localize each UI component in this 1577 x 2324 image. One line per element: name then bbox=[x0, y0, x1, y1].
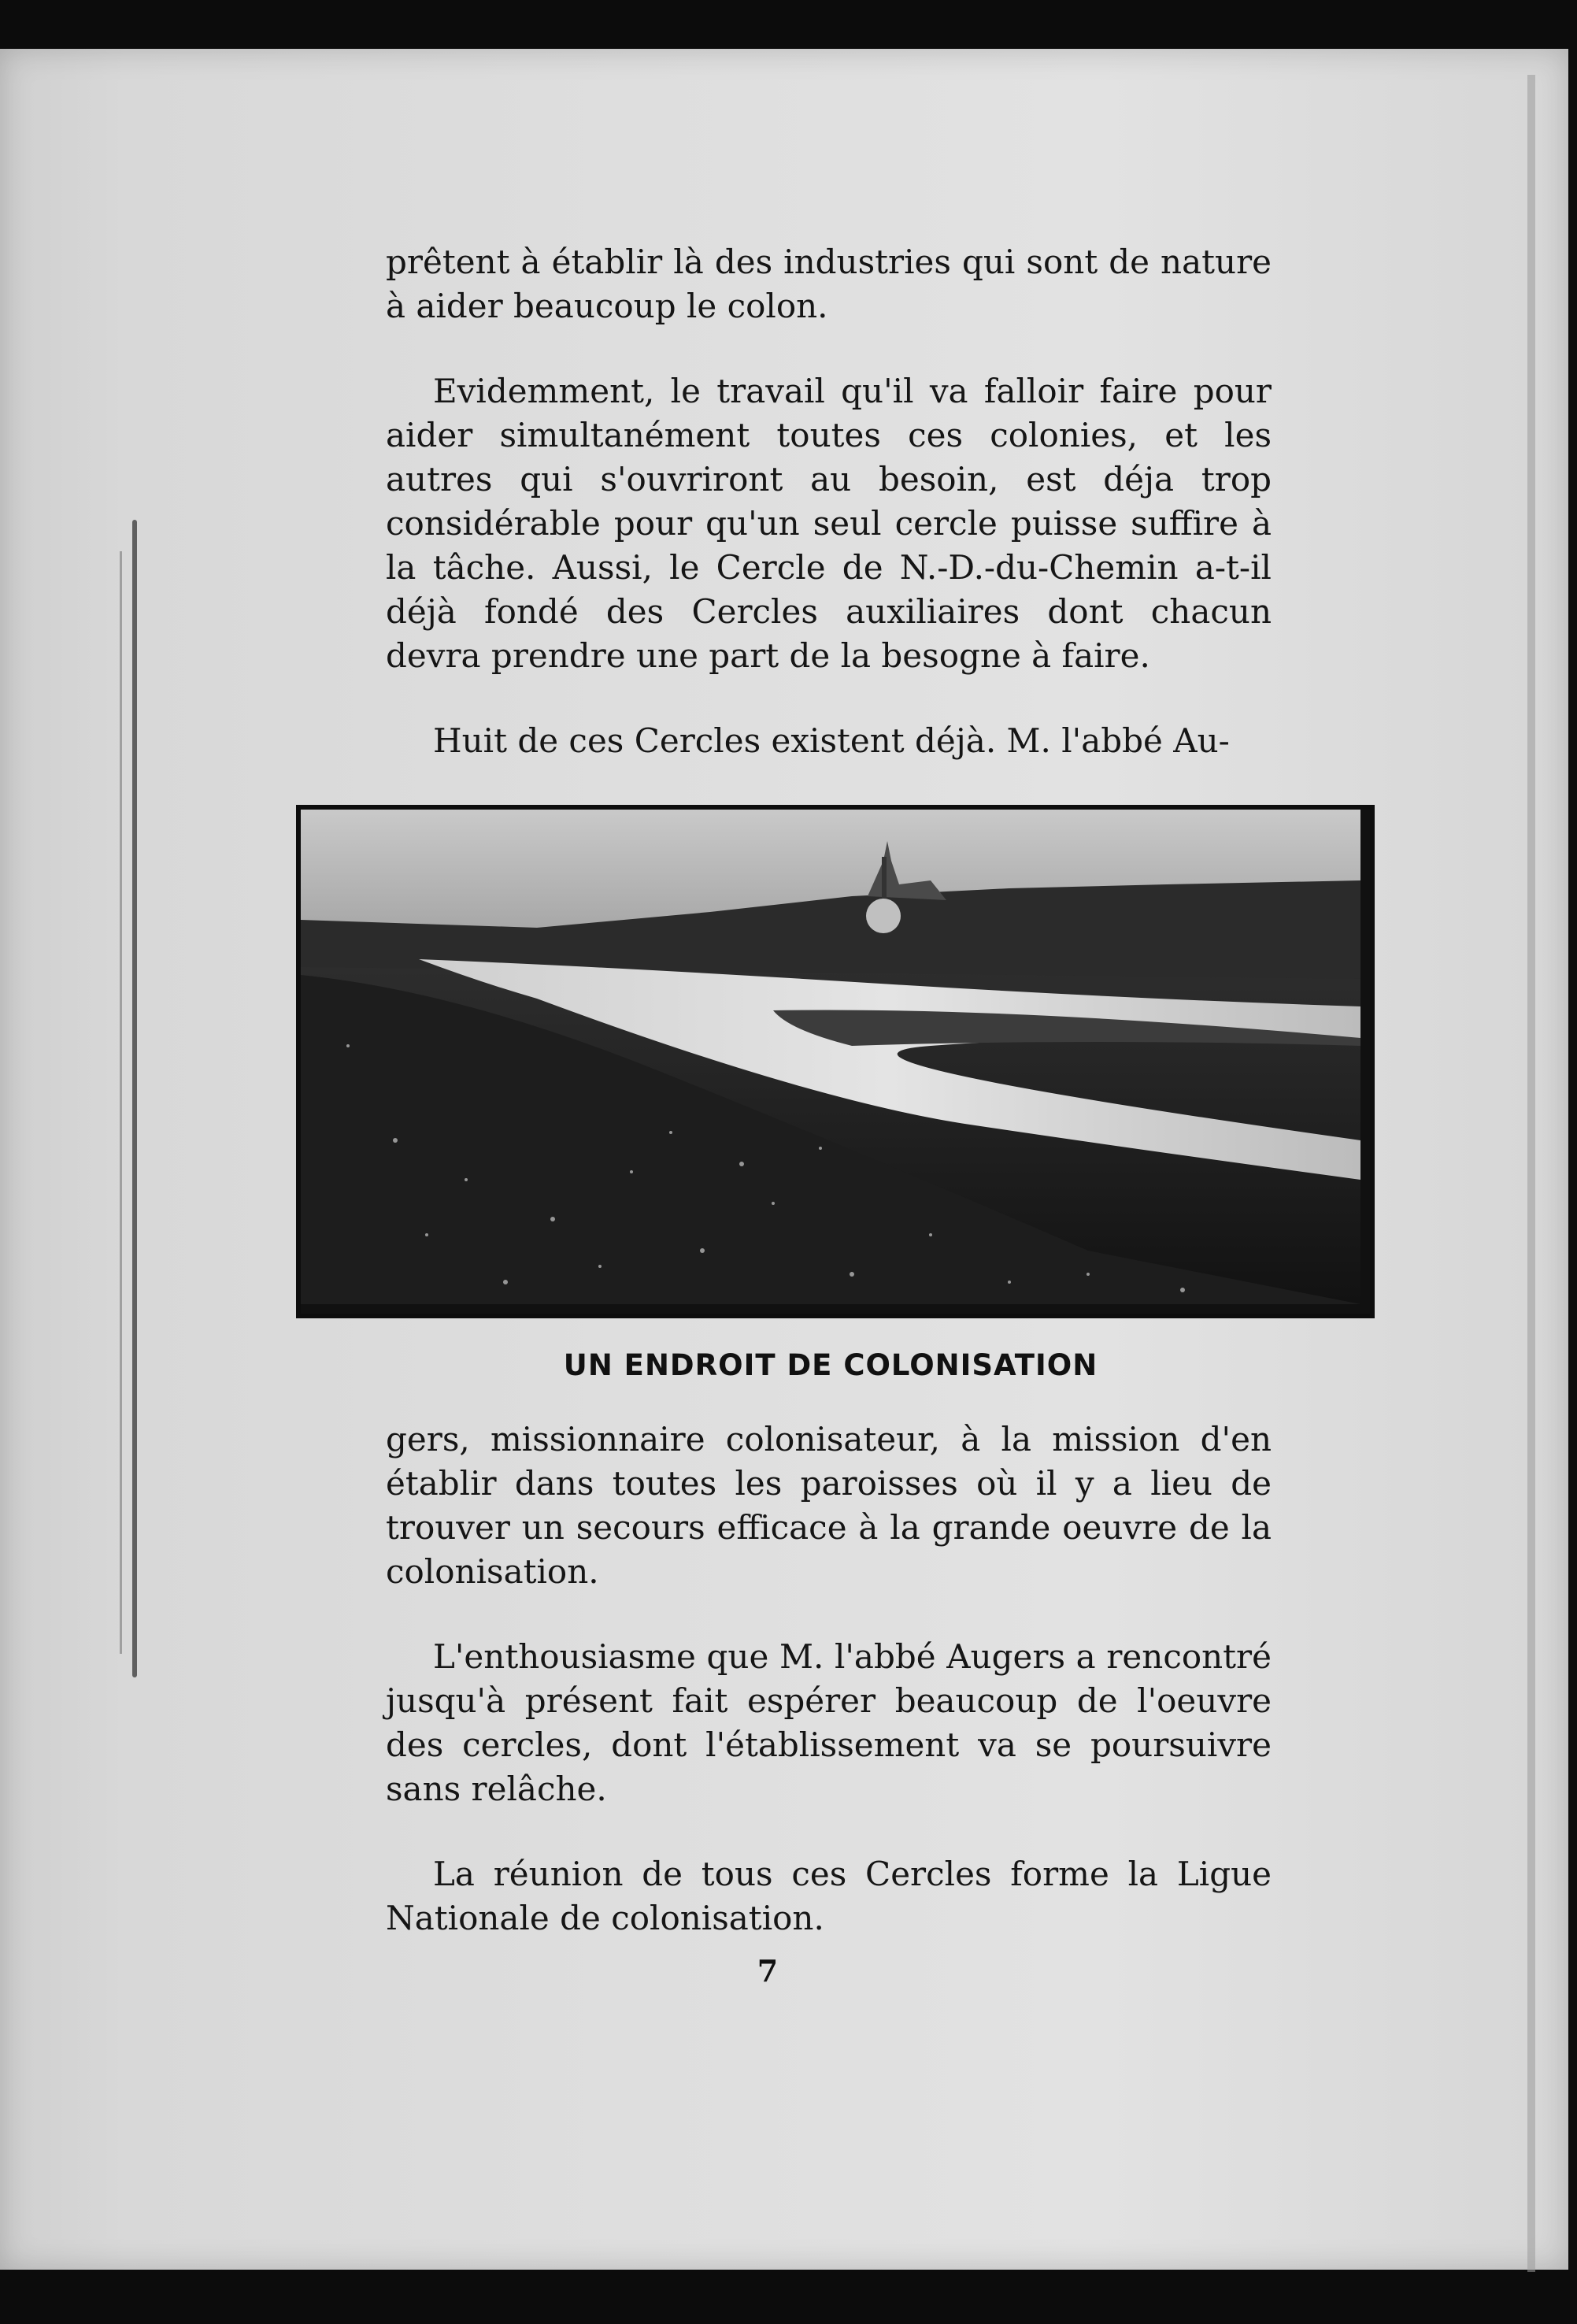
text-block-bottom bbox=[386, 1418, 1272, 1940]
paragraph: Evidemment, le travail qu'il va falloir faire pour aider simultanément toutes ces colonies, et les autres qui s'ouvriront au besoin, est déja trop considérable pour qu'un seul cercle puisse suffire à la tâche. Aussi, le Cercle de N.-D.-du-Chemin a-t-il déjà fondé des Cercles auxiliaires dont chacun devra prendre une part de la besogne à faire. bbox=[386, 372, 1272, 675]
river-landscape-photo bbox=[296, 805, 1375, 1318]
paragraph: gers, missionnaire colonisateur, à la mission d'en établir dans toutes les paroisses où il y a lieu de trouver un secours efficace à la grande oeuvre de la colonisation. bbox=[386, 1420, 1272, 1591]
paragraph: Huit de ces Cercles existent déjà. M. l'abbé Au- bbox=[433, 721, 1230, 760]
binding-mark-secondary bbox=[120, 551, 122, 1654]
paragraph: L'enthousiasme que M. l'abbé Augers a rencontré jusqu'à présent fait espérer beaucoup de l'oeuvre des cercles, dont l'établissement va se poursuivre sans relâche. bbox=[386, 1637, 1272, 1808]
binding-mark bbox=[132, 520, 137, 1677]
page-number: 7 bbox=[757, 1953, 779, 1989]
figure-caption: UN ENDROIT DE COLONISATION bbox=[563, 1348, 1098, 1382]
text-block-top bbox=[386, 240, 1272, 763]
paragraph: prêtent à établir là des industries qui sont de nature à aider beaucoup le colon. bbox=[386, 243, 1272, 325]
page-edge-shadow bbox=[1527, 75, 1535, 2272]
paragraph: La réunion de tous ces Cercles forme la Ligue Nationale de colonisation. bbox=[386, 1855, 1272, 1937]
